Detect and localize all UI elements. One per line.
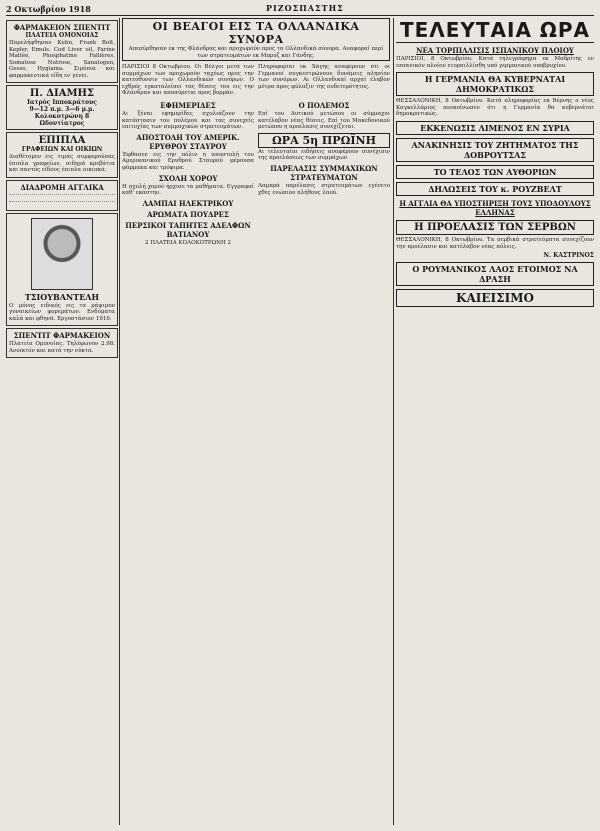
news-headline: Ο ΡΟΥΜΑΝΙΚΟΣ ΛΑΟΣ ΕΤΟΙΜΟΣ ΝΑ ΔΡΑΣΗ — [396, 262, 594, 286]
lead-headline: ΟΙ ΒΕΑΓΟΙ ΕΙΣ ΤΑ ΟΛΛΑΝΔΙΚΑ ΣΥΝΟΡΑ — [152, 20, 360, 46]
ad-text: Πλατεία Ομονοίας. Τηλέφωνον 2.98. Ανοικτόν και κατά την νύκτα. — [9, 341, 115, 354]
news-text: ΘΕΣΣΑΛΟΝΙΚΗ, 8 Οκτωβρίου. Κατά πληροφορίας εκ Βέρνης ο νέος Καγκελλάριος ανεκοίνωσεν ότι η Γερμανία θα κυβερνάται δημοκρατικώς. — [396, 98, 594, 118]
news-headline: ΕΚΚΕΝΩΣΙΣ ΛΙΜΕΝΟΣ ΕΝ ΣΥΡΙΑ — [396, 121, 594, 135]
pharmacy-ad-2 — [6, 328, 118, 358]
news-text: ΘΕΣΣΑΛΟΝΙΚΗ, 8 Οκτωβρίου. Τα σερβικά στρατεύματα συνεχίζουν την προέλασιν και κατέλαβον νέας πόλεις. — [396, 236, 594, 250]
byline: Ν. ΚΑΣΤΡΙΝΟΣ — [543, 252, 594, 260]
ad-title: ΦΑΡΜΑΚΕΙΟΝ ΣΠΕΝΤΙΤ — [13, 23, 111, 32]
ad-title: ΔΙΑΔΡΟΜΗ ΑΓΓΛΙΚΑ — [20, 182, 104, 192]
ad-text: Ο μόνος ειδικός εις τα ράψιμον γυναικείων φορεμάτων. Ενδύματα καλά και φθηνά. Εργοστάσιον 1910. — [9, 302, 115, 322]
newspaper-name: ΡΙΖΟΣΠΑΣΤΗΣ — [266, 3, 344, 13]
column-rule — [393, 18, 394, 825]
ad-text: Διαθέτομεν εις τιμάς συμφερούσας έπιπλα γραφείων, σιδηρά κρεβάτια και παντός είδους έπιπλα οικιακά. — [9, 154, 115, 173]
news-headline: ΑΝΑΚΙΝΗΣΙΣ ΤΟΥ ΖΗΤΗΜΑΤΟΣ ΤΗΣ ΔΟΒΡΟΥΤΣΑΣ — [396, 138, 594, 162]
last-hour-title: ΤΕΛΕΥΤΑΙΑ ΩΡΑ — [396, 18, 594, 43]
ad-line: Κολοκοτρώνη 8 — [34, 113, 90, 120]
english-ad — [6, 180, 118, 211]
lead-subhead: Απεσύρθησαν εκ της Φλάνδρας και προχωρούν προς τα Ολλανδικά σύνορα. Αναφοραί περί των στρατευμάτων εκ Μπρυζ και Γάνδης. — [128, 46, 384, 59]
ad-title: ΤΣΙΟΥΒΑΝΤΕΛΗ — [24, 291, 100, 302]
news-headline: Η ΑΓΓΛΙΑ ΘΑ ΥΠΟΣΤΗΡΙΞΗ ΤΟΥΣ ΥΠΟΔΟΥΛΟΥΣ ΕΛΛΗΝΑΣ — [399, 198, 591, 217]
section-text: Η σχολή χορού ήρχισε τα μαθήματα. Εγγραφαί καθ' εκάστην. — [122, 183, 254, 197]
ad-title: ΣΠΕΝΤΙΤ ΦΑΡΜΑΚΕΙΟΝ — [13, 331, 111, 340]
ad-text: Παρελήφθησαν Kuhn, Frank Bolt, Kepler, Emuls. Cod Liver oil, Farine Maltée, Phosphatine Fallières, Somatose Nutrose, Sanatogen, Gesso, Hygiama. Σιρόπια και φαρμακευτικά είδη εν γένει. — [9, 40, 115, 79]
lead-text-right: Πληροφορίαι εκ Χάγης αναφέρουν ότι οι Γερμανοί συγκεντρώνουν δυνάμεις πλησίον των συνόρων. Αι Ολλανδικαί αρχαί έλαβον μέτρα προς φύλαξιν της ουδετερότητος. — [258, 64, 390, 90]
section-heading: ΛΑΜΠΑΙ ΗΛΕΚΤΡΙΚΟΥ — [142, 198, 234, 208]
pharmacy-ad — [6, 20, 118, 83]
ad-subtitle: ΓΡΑΦΕΙΩΝ ΚΑΙ ΟΙΚΙΩΝ — [21, 146, 103, 153]
news-headline: Η ΠΡΟΕΛΑΣΙΣ ΤΩΝ ΣΕΡΒΩΝ — [396, 220, 594, 235]
section-text: 2 ΠΛΑΤΕΙΑ ΚΟΛΟΚΟΤΡΩΝΗ 2 — [144, 239, 232, 246]
lead-text-left: ΠΑΡΙΣΙΟΙ 8 Οκτωβρίου. Οι Βέλγοι μετά των συμμάχων των προχωρούν ταχέως προς την κατεύθυνσιν των Ολλανδικών συνόρων. Ο εχθρός εγκαταλείπει τας θέσεις του εις την Φλάνδραν και αποσύρεται προς βορράν. — [122, 64, 254, 97]
section-heading: ΠΕΡΣΙΚΟΙ ΤΑΠΗΤΕΣ ΑΔΕΛΦΩΝ ΒΑΤΙΑΝΟΥ — [125, 220, 251, 239]
news-headline: ΤΟ ΤΕΛΟΣ ΤΩΝ ΑΥΘΟΡΙΩΝ — [396, 165, 594, 179]
last-hour-column — [396, 18, 594, 825]
section-heading: ΣΧΟΛΗ ΧΟΡΟΥ — [158, 173, 218, 183]
ad-line: 9—12 π.μ. 3—6 μ.μ. — [29, 106, 95, 113]
portrait-image — [31, 218, 93, 290]
ad-line: Ωδοντίατρος — [39, 120, 85, 127]
section-heading: ΑΡΩΜΑΤΑ ΠΟΥΔΡΕΣ — [147, 209, 229, 219]
section-text: Αι ξέναι εφημερίδες σχολιάζουν την κατάστασιν του πολέμου και τας συνεχείς επιτυχίας των συμμαχικών στρατευμάτων. — [122, 110, 254, 131]
lead-banner — [122, 18, 390, 61]
news-headline: ΝΕΑ ΤΟΡΠΙΛΛΙΣΙΣ ΙΣΠΑΝΙΚΟΥ ΠΛΟΙΟΥ — [416, 46, 574, 55]
main-news-column — [122, 18, 390, 825]
section-text: Αι τελευταίαι ειδήσεις αναφέρουν συνέχισιν της προελάσεως των συμμάχων. — [258, 148, 390, 162]
section-text: Έφθασεν εις την πόλιν η αποστολή του Αμερικανικού Ερυθρού Σταυρού φέρουσα φάρμακα και τρόφιμα. — [122, 151, 254, 171]
column-rule — [119, 18, 120, 825]
ad-line: Ιατρός Ιπποκράτους — [27, 99, 97, 106]
ads-column — [6, 18, 118, 825]
section-text: Λαμπρά παρέλασις στρατευμάτων εγένετο χθες ενώπιον πλήθους λαού. — [258, 182, 390, 196]
news-grid — [122, 99, 390, 248]
issue-date: 2 Οκτωβρίου 1918 — [6, 4, 91, 14]
section-text: Επί του Δυτικού μετώπου οι σύμμαχοι κατέλαβον νέας θέσεις. Επί του Μακεδονικού μετώπου η προέλασις συνεχίζεται. — [258, 110, 390, 131]
section-heading: ΩΡΑ 5η ΠΡΩΪΝΗ — [258, 133, 390, 148]
masthead — [6, 3, 594, 16]
news-text: ΠΑΡΙΣΙΟΙ, 8 Οκτωβρίου. Κατά τηλεγράφημα εκ Μαδρίτης εν ισπανικόν πλοίον ετορπιλλίσθη υπό γερμανικού υποβρυχίου. — [396, 56, 594, 69]
section-heading: ΑΠΟΣΤΟΛΗ ΤΟΥ ΑΜΕΡΙΚ. ΕΡΥΘΡΟΥ ΣΤΑΥΡΟΥ — [136, 132, 240, 151]
lead-body — [122, 64, 390, 99]
ad-title: ΕΠΙΠΛΑ — [38, 135, 86, 146]
section-heading: Ο ΠΟΛΕΜΟΣ — [298, 100, 350, 110]
furniture-ad — [6, 132, 118, 178]
news-headline: Η ΓΕΡΜΑΝΙΑ ΘΑ ΚΥΒΕΡΝΑΤΑΙ ΔΗΜΟΚΡΑΤΙΚΩΣ — [396, 72, 594, 96]
section-heading: ΕΦΗΜΕΡΙΔΕΣ — [160, 100, 216, 110]
tailor-ad — [6, 213, 118, 327]
news-headline: ΔΗΛΩΣΕΙΣ ΤΟΥ κ. ΡΟΥΖΒΕΛΤ — [396, 182, 594, 196]
ad-subtitle: ΠΛΑΤΕΙΑ ΟΜΟΝΟΙΑΣ — [25, 32, 99, 39]
doctor-ad — [6, 85, 118, 130]
news-headline: ΚΑΙΕΙΣΙΜΟ — [396, 289, 594, 307]
section-heading: ΠΑΡΕΛΑΣΙΣ ΣΥΜΜΑΧΙΚΩΝ ΣΤΡΑΤΕΥΜΑΤΩΝ — [270, 163, 378, 182]
ad-title: Π. ΔΙΑΜΗΣ — [29, 88, 95, 99]
